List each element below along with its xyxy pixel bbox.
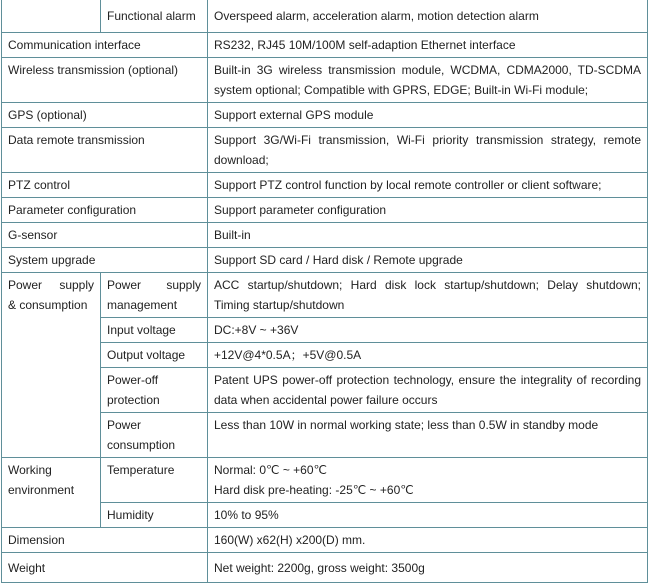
table-row <box>2 0 648 33</box>
spec-label: G-sensor <box>2 223 208 248</box>
table-row <box>2 248 648 273</box>
spec-value: Built-in <box>208 223 648 248</box>
spec-value: 10% to 95% <box>208 503 648 528</box>
spec-value: DC:+8V ~ +36V <box>208 318 648 343</box>
table-row <box>2 528 648 553</box>
spec-sublabel <box>101 273 208 318</box>
spec-label: Communication interface <box>2 33 208 58</box>
spec-value <box>208 458 648 503</box>
spec-table <box>1 0 648 583</box>
spec-label: Dimension <box>2 528 208 553</box>
spec-value: Support 3G/Wi-Fi transmission, Wi-Fi priority transmission strategy, remote download; <box>208 128 648 173</box>
spec-sublabel: Temperature <box>101 458 208 503</box>
spec-value: RS232, RJ45 10M/100M self-adaption Ethernet interface <box>208 33 648 58</box>
spec-value: Patent UPS power-off protection technology, ensure the integrality of recording data when accidental power failure occurs <box>208 368 648 413</box>
spec-sublabel: Humidity <box>101 503 208 528</box>
spec-sublabel: Power consumption <box>101 413 208 458</box>
spec-sublabel: Power-off protection <box>101 368 208 413</box>
empty-cell <box>2 0 101 33</box>
sublabel-word: supply <box>166 278 201 292</box>
sublabel-word: Power <box>107 278 142 292</box>
spec-label: GPS (optional) <box>2 103 208 128</box>
spec-value: Support external GPS module <box>208 103 648 128</box>
group-label-line <box>8 275 94 295</box>
table-row <box>2 273 648 318</box>
spec-label: Data remote transmission <box>2 128 208 173</box>
spec-label: Wireless transmission (optional) <box>2 58 208 103</box>
temperature-preheating: Hard disk pre-heating: -25℃ ~ +60℃ <box>214 483 414 497</box>
spec-value: Less than 10W in normal working state; less than 0.5W in standby mode <box>208 413 648 458</box>
spec-label: System upgrade <box>2 248 208 273</box>
sublabel-line <box>107 275 201 295</box>
spec-value: Support PTZ control function by local remote controller or client software; <box>208 173 648 198</box>
group-label-word: supply <box>59 278 94 292</box>
group-label-power <box>2 273 101 458</box>
table-row <box>2 58 648 103</box>
spec-value: Support SD card / Hard disk / Remote upgrade <box>208 248 648 273</box>
spec-label: Weight <box>2 553 208 583</box>
spec-value: Net weight: 2200g, gross weight: 3500g <box>208 553 648 583</box>
spec-value: Overspeed alarm, acceleration alarm, motion detection alarm <box>208 0 648 33</box>
temperature-normal: Normal: 0℃ ~ +60℃ <box>214 463 327 477</box>
spec-value: ACC startup/shutdown; Hard disk lock startup/shutdown; Delay shutdown; Timing startup/shutdown <box>208 273 648 318</box>
table-row <box>2 173 648 198</box>
group-label-word: Power <box>8 278 43 292</box>
table-row <box>2 198 648 223</box>
group-label-environment: Working environment <box>2 458 101 528</box>
spec-value: Support parameter configuration <box>208 198 648 223</box>
table-row <box>2 458 648 503</box>
spec-sublabel: Output voltage <box>101 343 208 368</box>
sublabel-line: management <box>107 298 178 312</box>
table-row <box>2 128 648 173</box>
spec-value: +12V@4*0.5A；+5V@0.5A <box>208 343 648 368</box>
spec-value: Built-in 3G wireless transmission module, WCDMA, CDMA2000, TD-SCDMA system optional; Compatible with GPRS, EDGE; Built-in Wi-Fi module; <box>208 58 648 103</box>
spec-label: Parameter configuration <box>2 198 208 223</box>
spec-sublabel: Functional alarm <box>101 0 208 33</box>
spec-label: PTZ control <box>2 173 208 198</box>
table-row <box>2 33 648 58</box>
table-row <box>2 223 648 248</box>
table-row <box>2 553 648 583</box>
table-row <box>2 103 648 128</box>
group-label-line: & consumption <box>8 298 88 312</box>
spec-value: 160(W) x62(H) x200(D) mm. <box>208 528 648 553</box>
spec-sublabel: Input voltage <box>101 318 208 343</box>
